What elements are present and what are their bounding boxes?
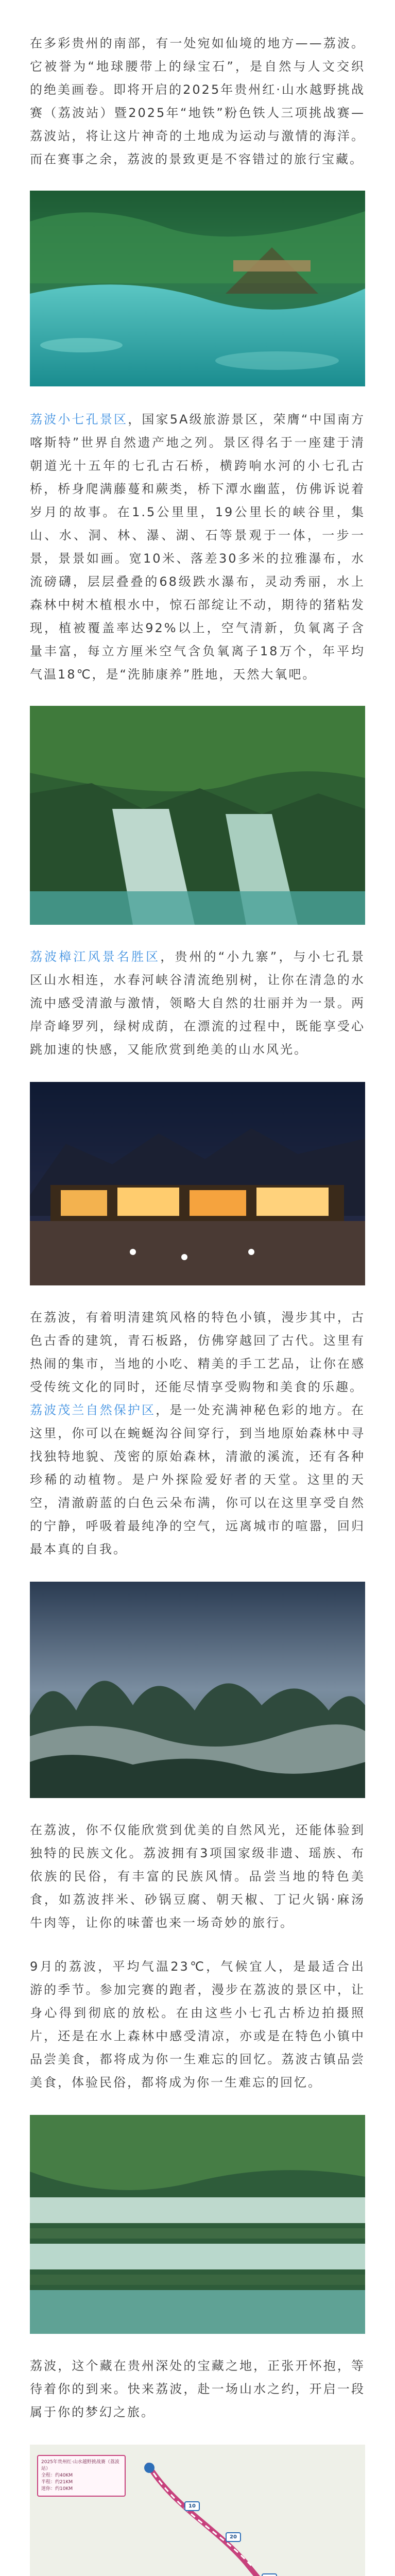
xiaoqikong-name: 荔波小七孔景区 bbox=[30, 412, 128, 427]
waterfall-forest-photo bbox=[30, 706, 365, 925]
misty-karst-photo bbox=[30, 1582, 365, 1798]
route-legend-1-line-3: 迷你：约10KM bbox=[41, 2486, 73, 2492]
closing-paragraph: 荔波，这个藏在贵州深处的宝藏之地，正张开怀抱，等待着你的到来。快来荔波，赴一场山水之约，开启一段属于你的梦幻之旅。 bbox=[30, 2359, 365, 2419]
km-badge: 10 bbox=[184, 2501, 200, 2511]
maolan-name: 荔波茂兰自然保护区 bbox=[30, 1403, 156, 1417]
km-badge: 20 bbox=[226, 2532, 241, 2542]
culture-paragraph: 在荔波，你不仅能欣赏到优美的自然风光，还能体验到独特的民族文化。荔波拥有3项国家级非遗、瑶族、布依族的民俗，有丰富的民族风情。品尝当地的特色美食，如荔波拌米、砂锅豆腐、朝天椒、丁记火锅·麻汤牛肉等，让你的味蕾也来一场奇妙的旅行。 bbox=[30, 1823, 365, 1930]
intro-paragraph: 在多彩贵州的南部，有一处宛如仙境的地方——荔波。它被誉为“地球腰带上的绿宝石”，是自然与人文交织的绝美画卷。即将开启的2025年贵州红·山水越野挑战赛（荔波站）暨2025年“地铁”粉色铁人三项挑战赛—荔波站，将让这片神奇的土地成为运动与激情的海洋。而在赛事之余，荔波的景致更是不容错过的旅行宝藏。 bbox=[30, 36, 365, 166]
route-legend-1-line-2: 半程：约21KM bbox=[41, 2480, 73, 2485]
ancient-town-paragraph: 在荔波，有着明清建筑风格的特色小镇，漫步其中，古色古香的建筑，青石板路，仿佛穿越回了古代。这里有热闹的集市，当地的小吃、精美的手工艺品，让你在感受传统文化的同时，还能尽情享受购物和美食的乐趣。 bbox=[30, 1310, 365, 1394]
zhanjiang-paragraph bbox=[0, 945, 395, 1061]
route-map-1 bbox=[30, 2445, 365, 2576]
route-legend-1 bbox=[37, 2455, 126, 2497]
turquoise-river-photo bbox=[30, 191, 365, 386]
zhanjiang-name: 荔波樟江风景名胜区 bbox=[30, 950, 161, 964]
zhanjiang-text: ，贵州的“小九寨”，与小七孔景区山水相连，水春河峡谷清流绝别树，让你在清急的水流中感受清澈与激情，领略大自然的壮丽并为一景。两岸奇峰罗列，绿树成荫，在漂流的过程中，既能享受心跳加速的快感，又能欣赏到绝美的山水风光。 bbox=[30, 950, 366, 1057]
km-badge bbox=[262, 2573, 277, 2576]
route-legend-1-title: 2025年贵州红·山水越野挑战赛（荔波站） bbox=[41, 2460, 119, 2471]
maolan-paragraph bbox=[0, 1399, 395, 1561]
september-paragraph: 9月的荔波，平均气温23℃，气候宜人，是最适合出游的季节。参加完赛的跑者，漫步在荔波的景区中，让身心得到彻底的放松。在由这些小七孔古桥边拍摄照片，还是在水上森林中感受清凉，亦或是在特色小镇中品尝美食，都将成为你一生难忘的回忆。荔波古镇品尝美食，体验民俗，都将成为你一生难忘的回忆。 bbox=[30, 1959, 365, 2090]
xiaoqikong-paragraph bbox=[0, 408, 395, 686]
night-town-photo bbox=[30, 1082, 365, 1285]
cascade-terraces-photo bbox=[30, 2115, 365, 2334]
route-legend-1-line-1: 全程：约40KM bbox=[41, 2473, 73, 2478]
maolan-text: ，是一处充满神秘色彩的地方。在这里，你可以在蜿蜒沟谷间穿行，到当地原始森林中寻找独特地貌、茂密的原始森林，清澈的溪流，还有各种珍稀的动植物。是户外探险爱好者的天堂。这里的天空，清澈蔚蓝的白色云朵布满，你可以在这里享受自然的宁静，呼吸着最纯净的空气，远离城市的喧嚣，回归最本真的自我。 bbox=[30, 1403, 366, 1556]
xiaoqikong-text: ，国家5A级旅游景区，荣膺“中国南方喀斯特”世界自然遗产地之列。景区得名于一座建于清朝道光十五年的七孔古石桥，横跨响水河的小七孔古桥，桥身爬满藤蔓和蕨类，桥下潭水幽蓝，仿佛诉说着岁月的故事。在1.5公里里，19公里长的峡谷里，集山、水、洞、林、瀑、湖、石等景观于一体，一步一景，景景如画。宽10米、落差30多米的拉雅瀑布，水流磅礴，层层叠叠的68级跌水瀑布，灵动秀丽，水上森林中树木植根水中，惊石部绽让不动，期待的猪粘发现，植被覆盖率达92%以上，空气清新，负氧离子含量丰富，每立方厘米空气含负氧离子18万个，年平均气温18℃，是“洗肺康养”胜地，天然大氧吧。 bbox=[30, 412, 366, 682]
